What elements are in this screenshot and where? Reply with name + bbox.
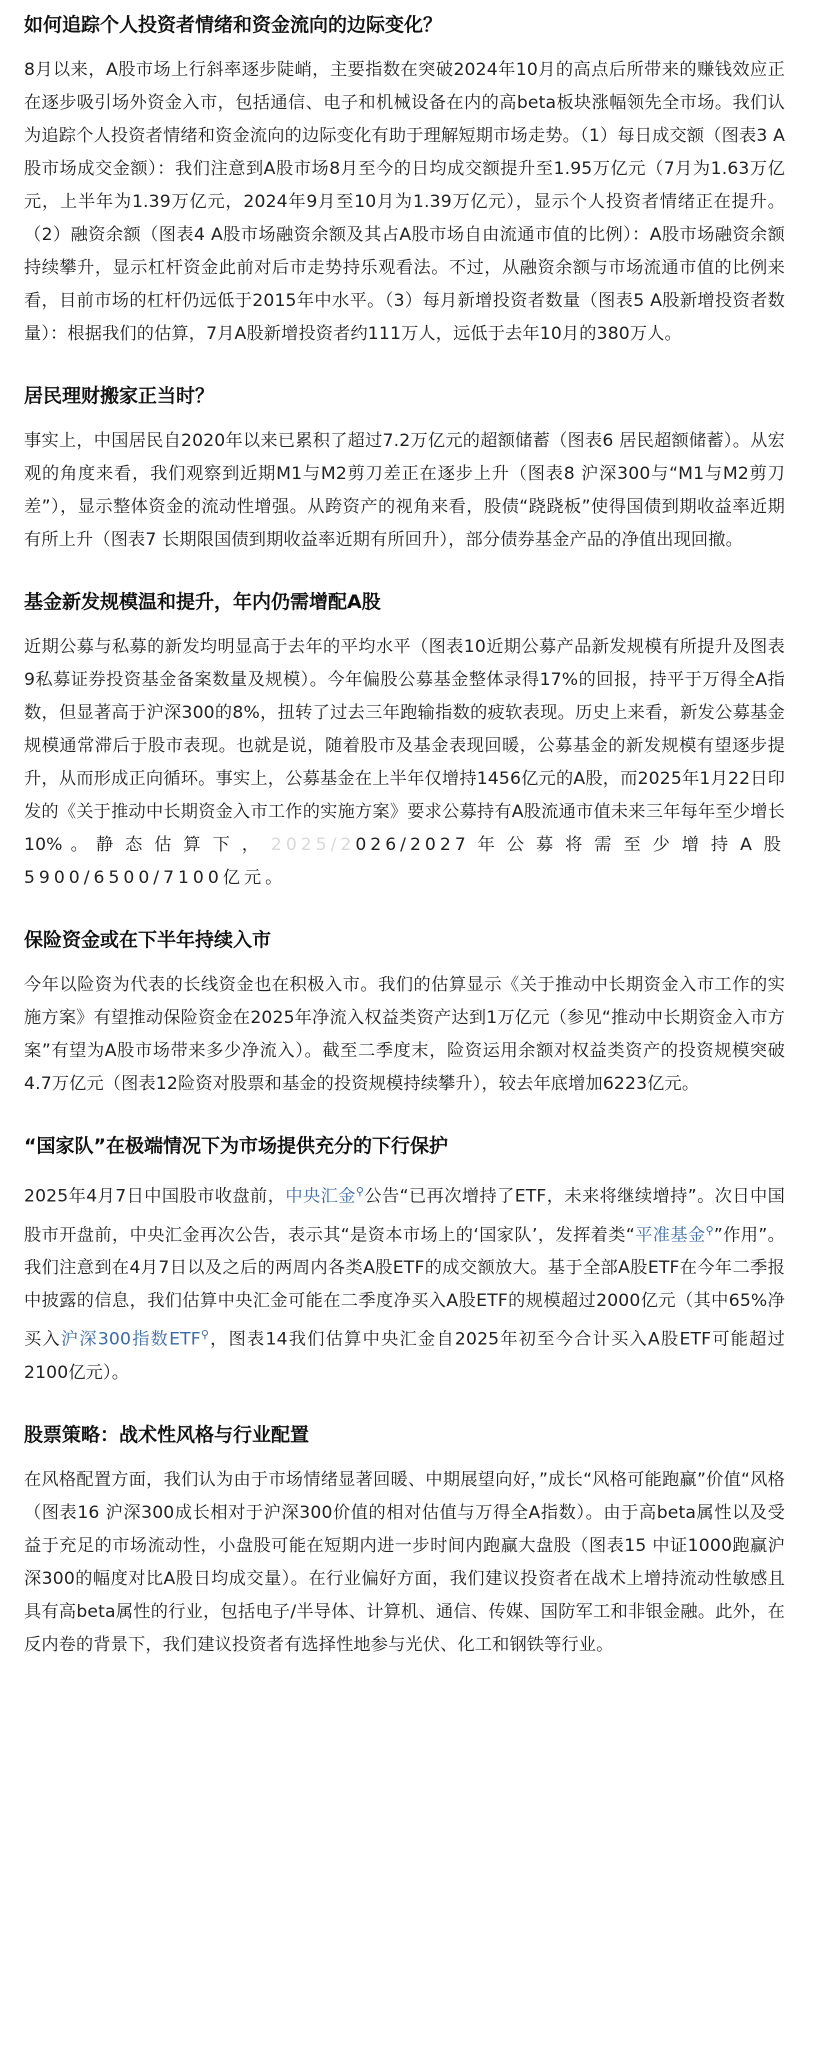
section-heading: 股票策略：战术性风格与行业配置 [24,1424,310,1447]
paragraph-text: 2025年4月7日中国股市收盘前， [24,1186,286,1207]
section-heading: “国家队”在极端情况下为市场提供充分的下行保护 [24,1135,448,1157]
obscured-text: 2025/2 [270,835,356,855]
link-stabilization-fund[interactable]: 平准基金 [634,1225,706,1246]
section-heading: 居民理财搬家正当时？ [24,385,215,407]
section-paragraph: 8月以来，A股市场上行斜率逐步陡峭，主要指数在突破2024年10月的高点后所带来的赚钱效应正在逐步吸引场外资金入市，包括通信、电子和机械设备在内的高beta板块涨幅领先全市场。我们认为追踪个人投资者情绪和资金流向的边际变化有助于理解短期市场走势。（1）每日成交额（图表3 A股市场成交金额）：我们注意到A股市场8月至今的日均成交额提升至1.95万亿元（7月为1.63万亿元，上半年为1.39万亿元，2024年9月至10月为1.39万亿元），显示个人投资者情绪正在提升。（2）融资余额（图表4 A股市场融资余额及其占A股市场自由流通市值的比例）：A股市场融资余额持续攀升，显示杠杆资金此前对后市走势持乐观看法。不过，从融资余额与市场流通市值的比例来看，目前市场的杠杆仍远低于2015年中水平。（3）每月新增投资者数量（图表5 A股新增投资者数量）：根据我们的估算，7月A股新增投资者约111万人，远低于去年10月的380万人。 [24,60,785,344]
section-paragraph [24,1175,785,1390]
search-icon[interactable]: ⚲ [705,1223,714,1237]
section-paragraph [24,631,785,895]
section-paragraph: 事实上，中国居民自2020年以来已累积了超过7.2万亿元的超额储蓄（图表6 居民超额储蓄）。从宏观的角度来看，我们观察到近期M1与M2剪刀差正在逐步上升（图表8 沪深300与“M1与M2剪刀差”），显示整体资金的流动性增强。从跨资产的视角来看，股债“跷跷板”使得国债到期收益率近期有所上升（图表7 长期限国债到期收益率近期有所回升），部分债券基金产品的净值出现回撤。 [24,431,785,550]
paragraph-text: 近期公募与私募的新发均明显高于去年的平均水平（图表10近期公募产品新发规模有所提升及图表9私募证券投资基金备案数量及规模）。今年偏股公募基金整体录得17%的回报，持平于万得全A指数，但显著高于沪深300的8%，扭转了过去三年跑输指数的疲软表现。历史上来看，新发公募基金规模通常滞后于股市表现。也就是说，随着股市及基金表现回暖，公募基金的新发规模有望逐步提升，从而形成正向循环。事实上，公募基金在上半年仅增持1456亿元的A股，而2025年1月22日印发的《关于推动中长期资金入市工作的实施方案》要求公募持有A股流通市值未来三年每年至少增长10%。 [24,637,785,855]
section-heading: 基金新发规模温和提升，年内仍需增配A股 [24,591,381,613]
paragraph-text: ，图表14我们估算中央汇金自2025年初至今合计买入A股ETF可能超过2100亿元）。 [24,1330,785,1384]
paragraph-text: ”作用”。我们注意到在4月7日以及之后的两周内各类A股ETF的成交额放大。基于全部A股ETF在今年二季报中披露的信息，我们估算中央汇金可能在二季度净买入A股ETF的规模超过2000亿元（其中65%净买入 [24,1225,785,1351]
search-icon[interactable]: ⚲ [200,1328,210,1342]
section-heading: 保险资金或在下半年持续入市 [24,929,272,951]
link-central-huijin[interactable]: 中央汇金 [285,1186,356,1207]
section-paragraph: 今年以险资为代表的长线资金也在积极入市。我们的估算显示《关于推动中长期资金入市工作的实施方案》有望推动保险资金在2025年净流入权益类资产达到1万亿元（参见“推动中长期资金入市方案”有望为A股市场带来多少净流入）。截至二季度末，险资运用余额对权益类资产的投资规模突破4.7万亿元（图表12险资对股票和基金的投资规模持续攀升），较去年底增加6223亿元。 [24,975,785,1094]
section-heading: 如何追踪个人投资者情绪和资金流向的边际变化？ [24,14,443,36]
paragraph-text: 公告“已再次增持了ETF，未来将继续增持”。次日中国股市开盘前，中央汇金再次公告，表示其“是资本市场上的‘国家队’，发挥着类“ [24,1186,785,1246]
section-paragraph: 在风格配置方面，我们认为由于市场情绪显著回暖、中期展望向好，”成长“风格可能跑赢”价值“风格（图表16 沪深300成长相对于沪深300价值的相对估值与万得全A指数）。由于高beta属性以及受益于充足的市场流动性，小盘股可能在短期内进一步时间内跑赢大盘股（图表15 中证1000跑赢沪深300的幅度对比A股日均成交量）。在行业偏好方面，我们建议投资者在战术上增持流动性敏感且具有高beta属性的行业，包括电子/半导体、计算机、通信、传媒、国防军工和非银金融。此外，在反内卷的背景下，我们建议投资者有选择性地参与光伏、化工和钢铁等行业。 [24,1470,785,1656]
paragraph-text: 静态估算下， [95,835,271,855]
link-csi300-etf[interactable]: 沪深300指数ETF [60,1330,201,1351]
search-icon[interactable]: ⚲ [355,1185,365,1198]
paragraph-text: 026/2027年公募将需至少增持A股5900/6500/7100亿元。 [24,835,785,888]
